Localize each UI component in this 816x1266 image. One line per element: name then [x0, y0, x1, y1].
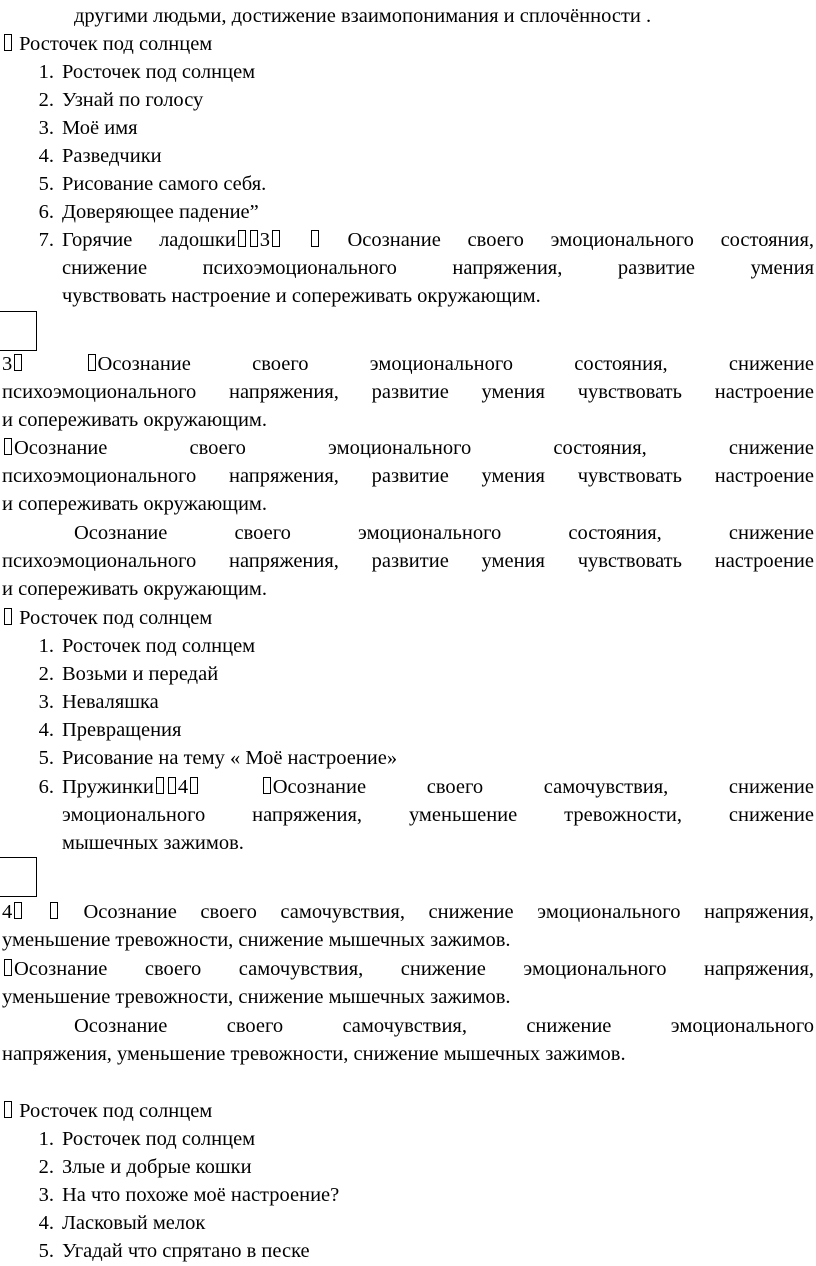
missing-glyph-icon — [156, 777, 164, 794]
paragraph-line: 4 Осознание своего самочувствия, снижение эмоционального напряжения, — [2, 901, 815, 923]
list-item-continuation: эмоционального напряжения, уменьшение тревожности, снижение — [62, 804, 814, 826]
missing-glyph-icon — [263, 777, 271, 794]
list-item: 6. Доверяющее падение” — [38, 201, 259, 223]
list-item-continuation: мышечных зажимов. — [62, 832, 244, 854]
missing-glyph-icon — [272, 230, 280, 247]
missing-glyph-icon — [4, 959, 12, 976]
paragraph-line: и сопереживать окружающим. — [2, 409, 268, 431]
continued-text-line: другими людьми, достижение взаимопонимания и сплочённости . — [74, 5, 652, 27]
paragraph-line: психоэмоционального напряжения, развитие умения чувствовать настроение — [2, 465, 814, 487]
missing-glyph-icon — [14, 354, 22, 371]
paragraph-line: психоэмоционального напряжения, развитие умения чувствовать настроение — [2, 381, 814, 403]
missing-glyph-icon — [311, 230, 319, 247]
paragraph-line: уменьшение тревожности, снижение мышечных зажимов. — [2, 986, 511, 1008]
empty-box — [0, 311, 37, 351]
missing-glyph-icon — [238, 230, 246, 247]
list-item: 2. Узнай по голосу — [38, 89, 204, 111]
section-title: Росточек под солнцем — [19, 607, 213, 629]
list-item: 3. Моё имя — [38, 117, 138, 139]
list-item: 1. Росточек под солнцем — [38, 635, 256, 657]
list-item: 1. Росточек под солнцем — [38, 1128, 256, 1150]
missing-glyph-icon — [190, 777, 198, 794]
paragraph-line: психоэмоционального напряжения, развитие умения чувствовать настроение — [2, 550, 814, 572]
list-item: 1. Росточек под солнцем — [38, 61, 256, 83]
list-item-continuation: чувствовать настроение и сопереживать окружающим. — [62, 285, 541, 307]
paragraph-line: и сопереживать окружающим. — [2, 493, 268, 515]
section-title: Росточек под солнцем — [19, 1100, 213, 1122]
section-heading — [2, 30, 212, 58]
missing-glyph-icon — [168, 777, 176, 794]
section-heading — [2, 604, 212, 632]
missing-glyph-icon — [4, 608, 12, 625]
section-title: Росточек под солнцем — [19, 33, 213, 55]
list-item: 5. Угадай что спрятано в песке — [38, 1240, 310, 1262]
list-item: 4. Превращения — [38, 719, 182, 741]
paragraph-line: Осознание своего самочувствия, снижение эмоционального — [74, 1015, 814, 1037]
list-item-continuation: снижение психоэмоционального напряжения, развитие умения — [62, 257, 814, 279]
paragraph-line: и сопереживать окружающим. — [2, 578, 268, 600]
missing-glyph-icon — [88, 354, 96, 371]
missing-glyph-icon — [14, 902, 22, 919]
paragraph-line: Осознание своего самочувствия, снижение эмоционального напряжения, — [2, 955, 814, 983]
list-item: 3. Неваляшка — [38, 691, 159, 713]
paragraph-line: Осознание своего эмоционального состояния, снижение — [74, 522, 814, 544]
paragraph-line: Осознание своего эмоционального состояния, снижение — [2, 434, 814, 462]
list-item: 2. Злые и добрые кошки — [38, 1156, 252, 1178]
list-item: 2. Возьми и передай — [38, 663, 219, 685]
list-item: 7. Горячие ладошки 3 Осознание своего эмоционального состояния, — [38, 229, 815, 251]
paragraph-line: уменьшение тревожности, снижение мышечных зажимов. — [2, 929, 511, 951]
list-item: 5. Рисование на тему « Моё настроение» — [38, 747, 398, 769]
list-item: 3. На что похоже моё настроение? — [38, 1184, 340, 1206]
list-item: 6. Пружинки 4 Осознание своего самочувствия, снижение — [38, 776, 815, 798]
missing-glyph-icon — [4, 1101, 12, 1118]
section-heading — [2, 1097, 212, 1125]
empty-box — [0, 857, 37, 897]
missing-glyph-icon — [50, 902, 58, 919]
paragraph-line: 3 Осознание своего эмоционального состояния, снижение — [2, 353, 815, 375]
missing-glyph-icon — [250, 230, 258, 247]
paragraph-line: напряжения, уменьшение тревожности, снижение мышечных зажимов. — [2, 1043, 626, 1065]
list-item: 4. Ласковый мелок — [38, 1212, 206, 1234]
missing-glyph-icon — [4, 34, 12, 51]
list-item: 5. Рисование самого себя. — [38, 173, 267, 195]
list-item: 4. Разведчики — [38, 145, 162, 167]
missing-glyph-icon — [4, 438, 12, 455]
